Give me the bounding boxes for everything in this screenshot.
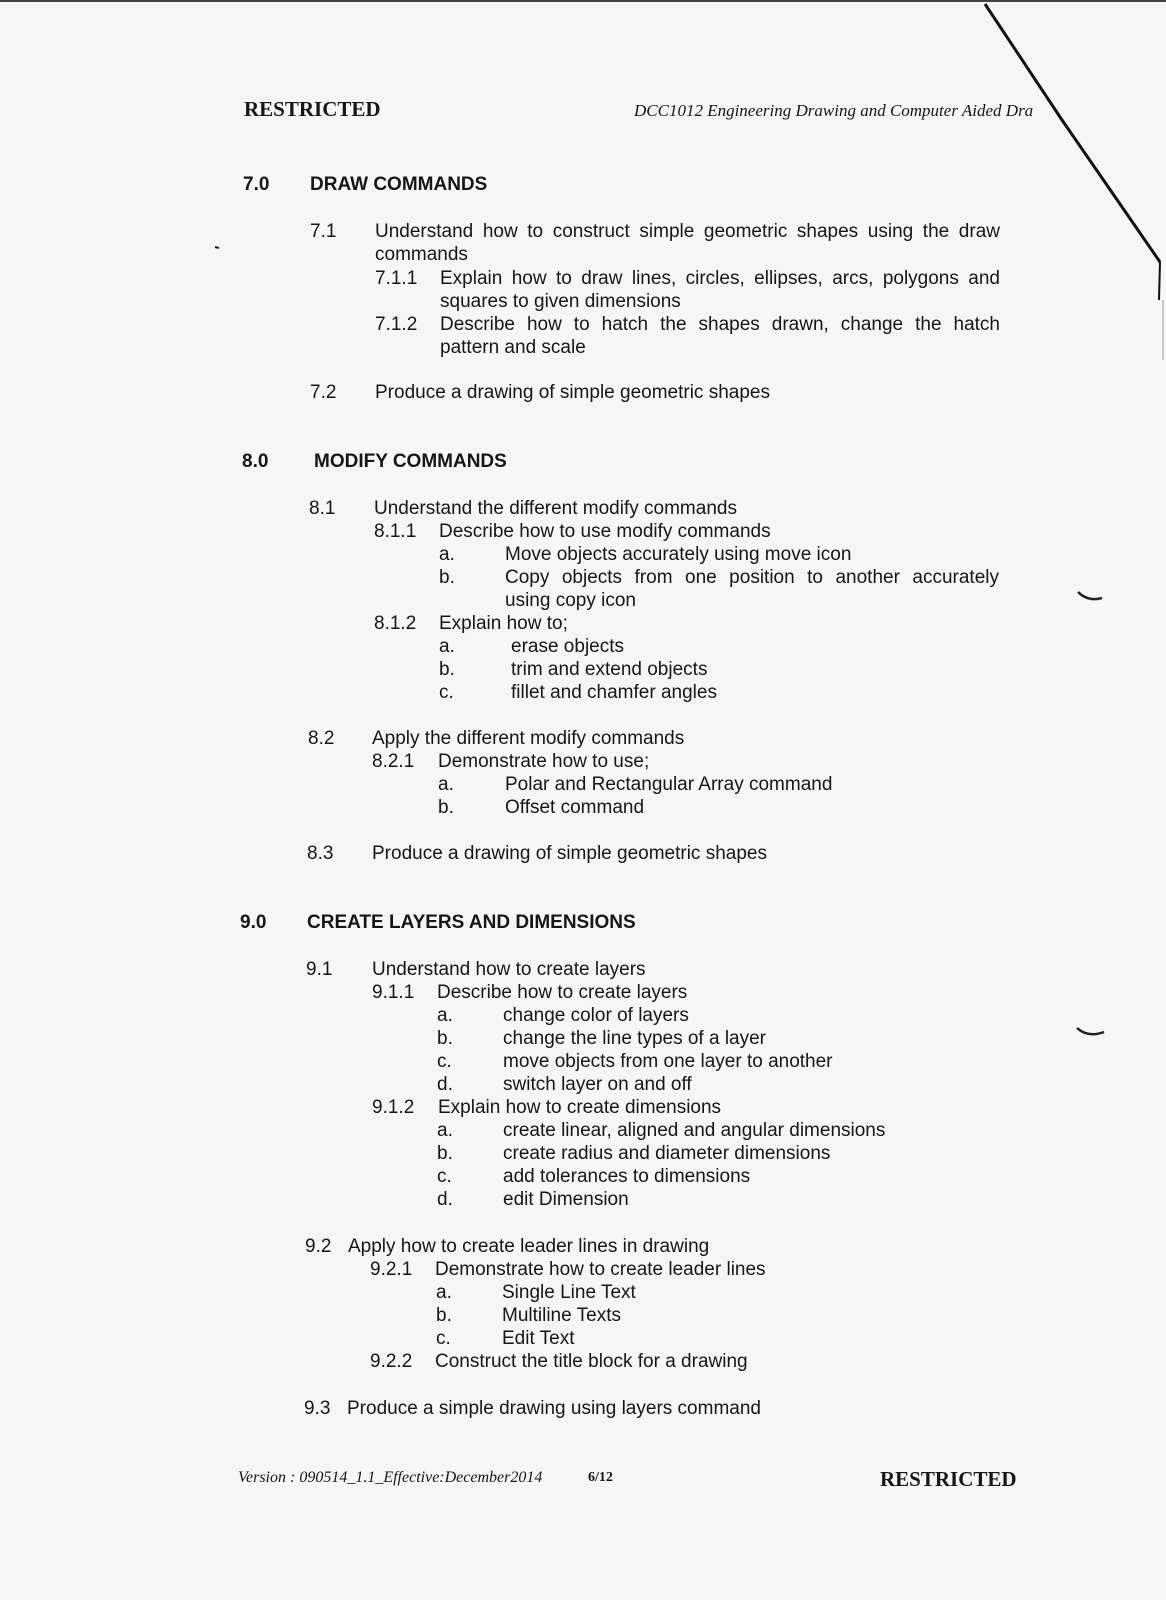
pen-stroke-tail — [1159, 262, 1160, 300]
list-item: Edit Text — [502, 1328, 575, 1349]
list-item: edit Dimension — [503, 1189, 629, 1210]
list-letter: a. — [436, 1282, 452, 1303]
subsection-text: Apply how to create leader lines in drawing — [348, 1236, 710, 1257]
list-item: Polar and Rectangular Array command — [505, 774, 833, 795]
subsection-number: 9.2 — [305, 1236, 332, 1257]
list-item: Multiline Texts — [502, 1305, 621, 1326]
list-letter: a. — [439, 544, 455, 565]
section-title: CREATE LAYERS AND DIMENSIONS — [307, 912, 636, 933]
section-number: 7.0 — [243, 174, 270, 195]
subsection-number: 8.1 — [309, 498, 336, 519]
item-text: squares to given dimensions — [440, 291, 681, 312]
list-letter: c. — [437, 1166, 452, 1187]
list-item: change the line types of a layer — [503, 1028, 767, 1049]
list-item: Single Line Text — [502, 1282, 636, 1303]
section-number: 9.0 — [240, 912, 267, 933]
list-item: move objects from one layer to another — [503, 1051, 833, 1072]
item-number: 9.1.1 — [372, 982, 415, 1003]
ink-tick-mark — [1077, 1028, 1104, 1034]
list-letter: a. — [437, 1120, 453, 1141]
item-text: Demonstrate how to use; — [438, 751, 650, 772]
subsection-text: Understand how to construct simple geometric shapes using the draw — [375, 221, 1000, 242]
list-item: fillet and chamfer angles — [511, 682, 717, 703]
item-text: Explain how to; — [439, 613, 568, 634]
footer-restricted: RESTRICTED — [880, 1467, 1017, 1491]
item-number: 9.2.2 — [370, 1351, 413, 1372]
item-text: Construct the title block for a drawing — [435, 1351, 748, 1372]
list-item: create linear, aligned and angular dimensions — [503, 1120, 886, 1141]
list-item: trim and extend objects — [511, 659, 708, 680]
list-item: add tolerances to dimensions — [503, 1166, 751, 1187]
subsection-text: Produce a drawing of simple geometric shapes — [372, 843, 767, 864]
subsection-number: 7.2 — [310, 382, 337, 403]
item-text: Explain how to draw lines, circles, ellipses, arcs, polygons and — [440, 268, 1000, 289]
subsection-number: 8.3 — [307, 843, 334, 864]
subsection-text: commands — [375, 244, 468, 265]
list-letter: a. — [439, 636, 455, 657]
list-letter: d. — [437, 1189, 453, 1210]
subsection-text: Apply the different modify commands — [372, 728, 685, 749]
section-title: MODIFY COMMANDS — [314, 451, 507, 472]
list-letter: c. — [439, 682, 454, 703]
item-text: pattern and scale — [440, 337, 586, 358]
list-item: Copy objects from one position to another accurately — [505, 567, 999, 588]
list-letter: a. — [438, 774, 454, 795]
item-number: 7.1.1 — [375, 268, 418, 289]
header-course-title: DCC1012 Engineering Drawing and Computer Aided Dra — [634, 101, 1034, 120]
list-item: switch layer on and off — [503, 1074, 692, 1095]
subsection-text: Produce a simple drawing using layers command — [347, 1398, 761, 1419]
list-letter: b. — [436, 1305, 452, 1326]
subsection-number: 9.3 — [304, 1398, 331, 1419]
subsection-number: 8.2 — [308, 728, 335, 749]
item-number: 8.2.1 — [372, 751, 415, 772]
list-letter: b. — [439, 659, 455, 680]
item-text: Describe how to use modify commands — [439, 521, 771, 542]
subsection-text: Produce a drawing of simple geometric shapes — [375, 382, 770, 403]
ink-dot — [215, 247, 219, 248]
footer-page-number: 6/12 — [588, 1470, 613, 1485]
subsection-number: 9.1 — [306, 959, 333, 980]
item-number: 8.1.1 — [374, 521, 417, 542]
list-item: change color of layers — [503, 1005, 689, 1026]
item-number: 9.1.2 — [372, 1097, 415, 1118]
list-letter: b. — [437, 1028, 453, 1049]
list-item: Move objects accurately using move icon — [505, 544, 852, 565]
list-letter: b. — [439, 567, 455, 588]
subsection-text: Understand the different modify commands — [374, 498, 737, 519]
ink-tick-mark — [1078, 592, 1102, 599]
item-text: Demonstrate how to create leader lines — [435, 1259, 766, 1280]
pen-stroke-mark — [985, 4, 1160, 262]
list-item: using copy icon — [505, 590, 636, 611]
subsection-text: Understand how to create layers — [372, 959, 646, 980]
item-text: Explain how to create dimensions — [438, 1097, 722, 1118]
item-number: 7.1.2 — [375, 314, 418, 335]
footer-version: Version : 090514_1.1_Effective:December2014 — [238, 1469, 543, 1486]
item-number: 9.2.1 — [370, 1259, 413, 1280]
list-letter: c. — [437, 1051, 452, 1072]
list-letter: a. — [437, 1005, 453, 1026]
list-item: Offset command — [505, 797, 645, 818]
list-letter: b. — [437, 1143, 453, 1164]
section-number: 8.0 — [242, 451, 269, 472]
item-number: 8.1.2 — [374, 613, 417, 634]
item-text: Describe how to create layers — [437, 982, 688, 1003]
list-item: erase objects — [511, 636, 625, 657]
list-letter: b. — [438, 797, 454, 818]
section-title: DRAW COMMANDS — [310, 174, 488, 195]
list-letter: c. — [436, 1328, 451, 1349]
list-item: create radius and diameter dimensions — [503, 1143, 831, 1164]
header-restricted: RESTRICTED — [244, 97, 381, 121]
list-letter: d. — [437, 1074, 453, 1095]
subsection-number: 7.1 — [310, 221, 337, 242]
item-text: Describe how to hatch the shapes drawn, change the hatch — [440, 314, 1000, 335]
